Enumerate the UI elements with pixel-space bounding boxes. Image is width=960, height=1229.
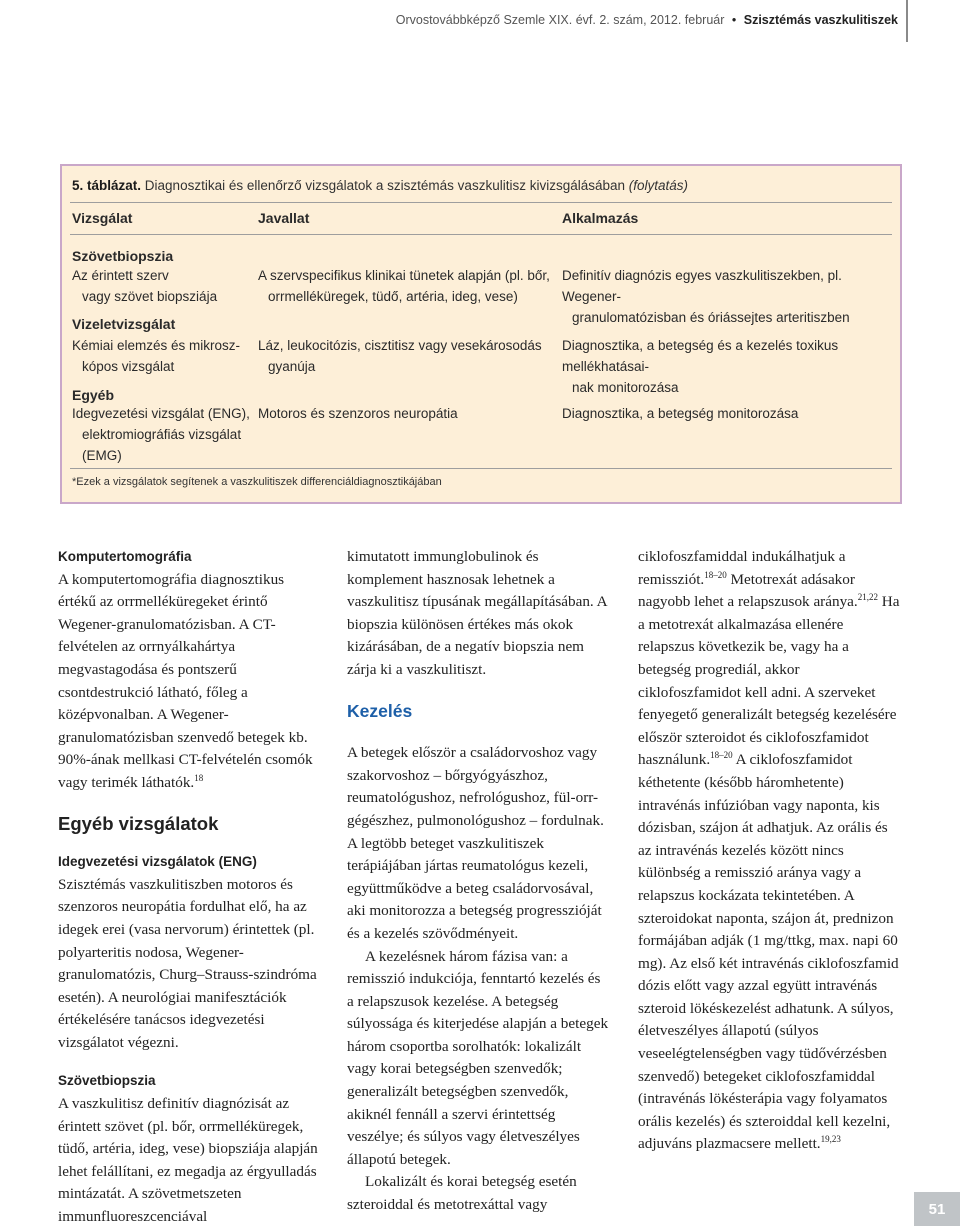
cell-line: Idegvezetési vizsgálat (ENG), xyxy=(72,406,250,421)
paragraph-therapy xyxy=(638,546,900,1156)
cell-line: Láz, leukocitózis, cisztitisz vagy vesekárosodás xyxy=(258,338,542,353)
group-title-other: Egyéb xyxy=(72,387,115,403)
table-cell xyxy=(72,335,240,377)
text-column-2 xyxy=(347,546,609,1217)
header-divider xyxy=(906,0,908,42)
text-column-3 xyxy=(638,546,900,1156)
table-footnote: *Ezek a vizsgálatok segítenek a vaszkulitiszek differenciáldiagnosztikájában xyxy=(72,476,442,488)
journal-citation: Orvostovábbképző Szemle XIX. évf. 2. szám, 2012. február xyxy=(395,13,725,27)
citation-ref: 18–20 xyxy=(704,569,727,580)
table-cell xyxy=(258,403,458,424)
table-cell xyxy=(258,265,550,307)
citation-ref: 21,22 xyxy=(857,592,878,603)
section-title: Szisztémás vaszkulitiszek xyxy=(743,13,898,27)
citation-ref: 18–20 xyxy=(710,750,733,761)
paragraph-treatment-2: A kezelésnek három fázisa van: a remisszió indukciója, fenntartó kezelés és a relapszusok kezelése. A betegség súlyossága és kiterjedése alapján a betegek három csoportba sorolhatók: lokalizált vagy korai betegségben szenvedők; generalizált betegségben szenvedők, akiknél fennáll a szervi érintettség veszélye; és súlyos vagy életveszélyes állapotú betegek. xyxy=(347,947,609,1168)
table-title xyxy=(72,178,688,193)
cell-line: Diagnosztika, a betegség és a kezelés toxikus mellékhatásai- xyxy=(562,338,839,374)
table-top-rule xyxy=(70,202,892,203)
column-header-use: Alkalmazás xyxy=(562,210,639,226)
table-caption-suffix: (folytatás) xyxy=(628,178,689,193)
cell-line: orrmelléküregek, tüdő, artéria, ideg, vese) xyxy=(268,289,518,304)
group-title-urinalysis: Vizeletvizsgálat xyxy=(72,316,176,332)
table-cell xyxy=(72,265,217,307)
cell-line: Definitív diagnózis egyes vaszkulitiszekben, pl. Wegener- xyxy=(562,268,842,304)
cell-line: nak monitorozása xyxy=(572,380,679,395)
table-cell xyxy=(562,335,900,398)
column-header-indication: Javallat xyxy=(258,210,310,226)
text-column-1 xyxy=(58,546,320,1229)
page-number: 51 xyxy=(914,1192,960,1226)
cell-line: Motoros és szenzoros neuropátia xyxy=(258,406,458,421)
heading-eng: Idegvezetési vizsgálatok (ENG) xyxy=(58,854,257,870)
table-box xyxy=(60,164,902,504)
paragraph-biopsy: A vaszkulitisz definitív diagnózisát az érintett szövet (pl. bőr, orrmelléküregek, tüdő, artéria, ideg, vese) biopsziája alapján lehet felállítani, ez megadja az érgyulladás mintázatát. A szövetmetszeten immunfluoreszcenciával xyxy=(58,1095,318,1226)
paragraph-ct xyxy=(58,569,320,795)
table-cell xyxy=(72,403,250,466)
table-header-rule xyxy=(70,234,892,235)
running-header xyxy=(0,0,960,42)
cell-line: gyanúja xyxy=(268,359,316,374)
table-cell xyxy=(258,335,542,377)
citation-ref: 18 xyxy=(194,772,204,783)
cell-line: granulomatózisban és óriássejtes arteritiszben xyxy=(572,310,850,325)
table-caption: Diagnosztikai és ellenőrző vizsgálatok a szisztémás vaszkulitisz kivizsgálásában xyxy=(144,178,626,193)
heading-treatment: Kezelés xyxy=(347,700,413,721)
table-bottom-rule xyxy=(70,468,892,469)
table-label: 5. táblázat. xyxy=(72,178,142,193)
cell-line: A szervspecifikus klinikai tünetek alapján (pl. bőr, xyxy=(258,268,550,283)
heading-biopsy: Szövetbiopszia xyxy=(58,1073,156,1089)
paragraph-eng: Szisztémás vaszkulitiszben motoros és szenzoros neuropátia fordulhat elő, ha az idegek erei (vasa nervorum) érintettek (pl. polyarteritis nodosa, Wegener-granulomatózis, Churg–Strauss-szindróma esetén). A neurológiai manifesztációk értékelésére tanácsos idegvezetési vizsgálatot végezni. xyxy=(58,875,317,1051)
column-header-test: Vizsgálat xyxy=(72,210,133,226)
paragraph-text: Metotrexát adásakor nagyobb lehet a relapszusok aránya. xyxy=(638,570,858,611)
running-head-text xyxy=(396,13,898,27)
paragraph-text: A komputertomográfia diagnosztikus értékű az orrmelléküregeket érintő Wegener-granulomatózisban. A CT-felvételen az orrnyálkahártya megvastagodása és pontszerű csontdestrukció látható, főleg a középvonalban. A Wegener-granulomatózisban szenvedő betegek kb. 90%-ának mellkasi CT-felvételén csomók vagy terimék láthatók. xyxy=(58,570,313,791)
table-cell xyxy=(562,265,900,328)
cell-line: Kémiai elemzés és mikrosz- xyxy=(72,338,241,353)
paragraph-treatment-3: Lokalizált és korai betegség esetén szteroiddal és metotrexáttal vagy xyxy=(347,1173,577,1214)
separator-bullet: • xyxy=(731,13,737,27)
table-cell xyxy=(562,403,798,424)
paragraph-text: ciklofoszfamiddal indukálhatjuk a remissziót. xyxy=(638,548,846,588)
cell-line: Az érintett szerv xyxy=(72,268,169,283)
citation-ref: 19,23 xyxy=(820,1134,841,1145)
cell-line: Diagnosztika, a betegség monitorozása xyxy=(562,406,799,421)
paragraph-treatment-1: A betegek először a családorvoshoz vagy szakorvoshoz – bőrgyógyászhoz, reumatológushoz, nefrológushoz, fül-orr-gégészhez, pulmonológushoz – fordulnak. A legtöbb beteget vaszkulitiszek terápiájában jártas reumatológus kezeli, együttműködve a beteg családorvosával, aki monitorozza a betegség progresszióját és a kezelés szövődményeit. xyxy=(347,744,604,942)
heading-ct: Komputertomográfia xyxy=(58,549,192,564)
paragraph-text: Ha a metotrexát alkalmazása ellenére relapszus következik be, vagy ha a betegség progrediál, akkor ciklofoszfamidot kell adni. A szerveket fenyegető generalizált betegség kezelésére először szteroidot és ciklofoszfamidot használunk. xyxy=(638,593,900,769)
heading-other-tests: Egyéb vizsgálatok xyxy=(58,812,219,834)
group-title-biopsy: Szövetbiopszia xyxy=(72,248,174,264)
cell-line: elektromiográfiás vizsgálat xyxy=(82,427,242,442)
cell-line: vagy szövet biopsziája xyxy=(82,289,218,304)
paragraph-text: A ciklofoszfamidot kéthetente (később háromhetente) intravénás infúzióban vagy naponta, kis dózisban, szájon át adhatjuk. Az orális és az intravénás kezelés között nincs különbség a remisszió aránya vagy a relapszus kockázata tekintetében. A szteroidokat naponta, szájon át, prednizon formájában adják (1 mg/ttkg, max. napi 60 mg). Az első két intravénás ciklofoszfamid dózis előtt vagy azzal együtt intravénás szteroid lökéskezelést adhatunk. A súlyos, életveszélyes állapotú (súlyos veseelégtelenségben vagy tüdővérzésben szenvedő) betegeket ciklofoszfamiddal (intravénás lökésterápia vagy folyamatos orális kezelés) és szteroiddal kell kezelni, adjuváns plazmacsere mellett. xyxy=(638,751,899,1153)
paragraph-biopsy-cont: kimutatott immunglobulinok és komplement hasznosak lehetnek a vaszkulitisz típusának megállapításában. A biopszia különösen értékes más okok kizárásában, de a negatív biopszia nem zárja ki a vaszkulitiszt. xyxy=(347,548,607,678)
cell-line: (EMG) xyxy=(82,448,122,463)
cell-line: kópos vizsgálat xyxy=(82,359,175,374)
